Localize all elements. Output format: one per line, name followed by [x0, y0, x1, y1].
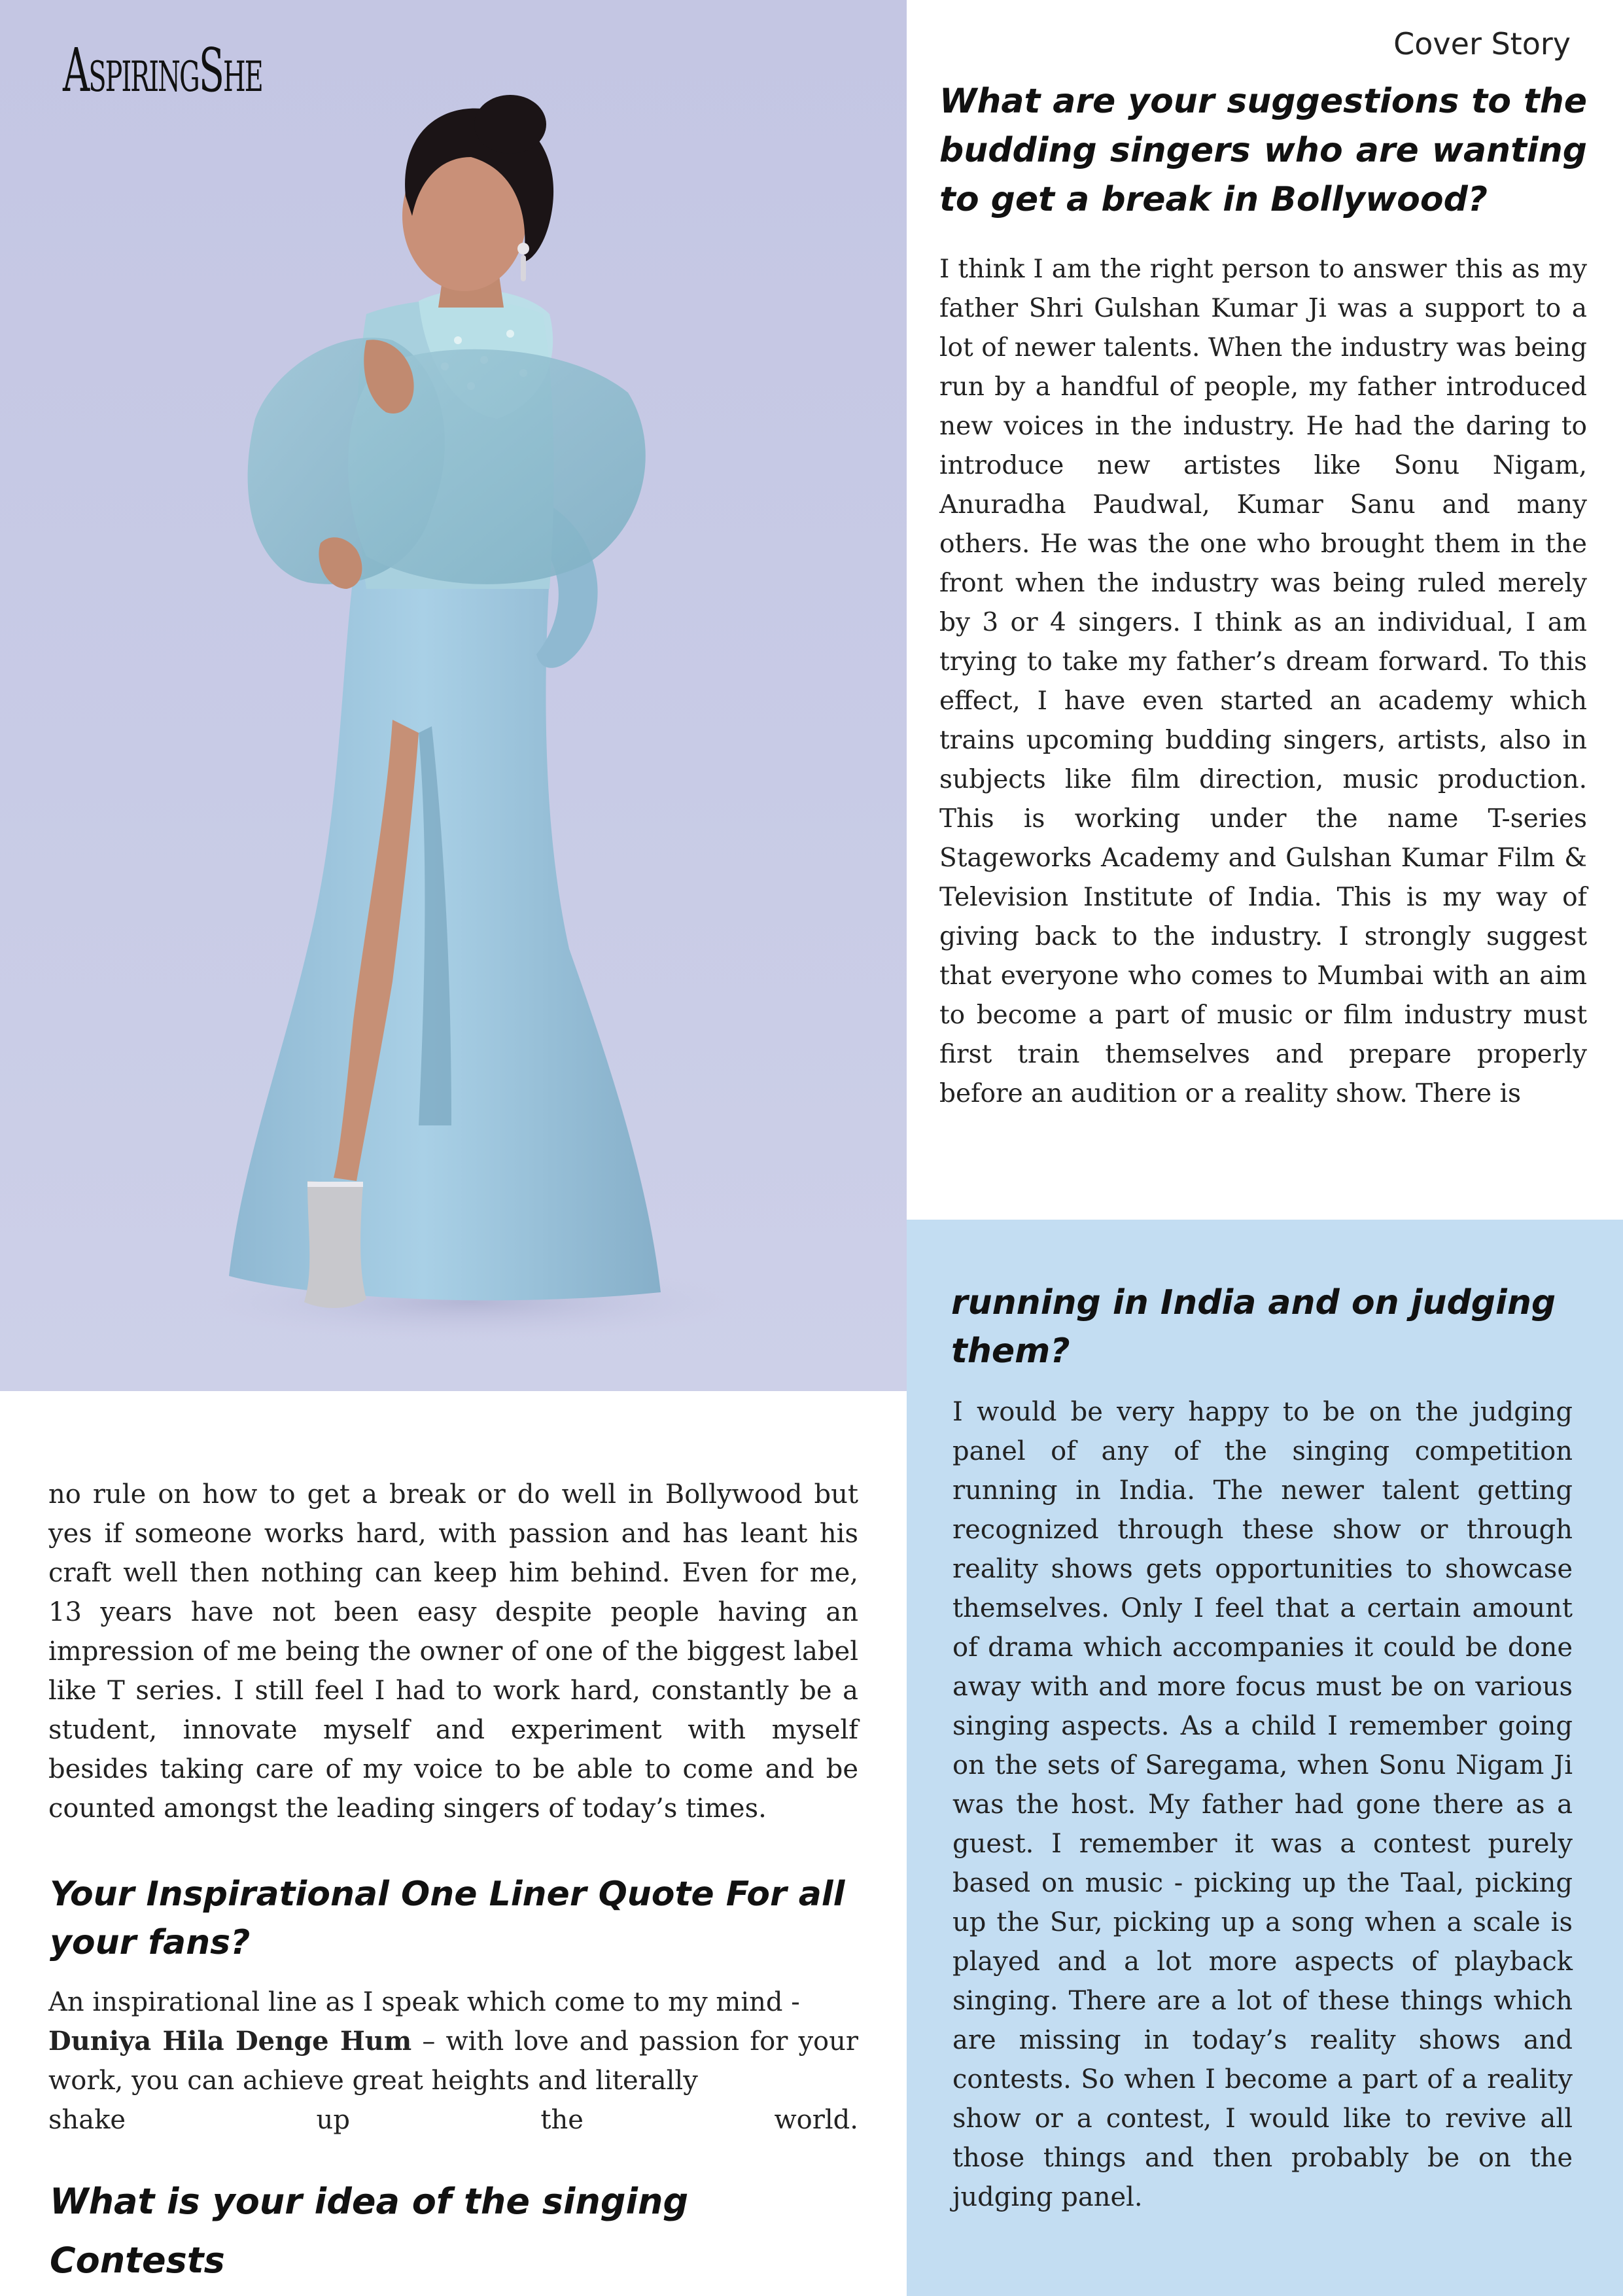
- cover-photo: [0, 0, 907, 1391]
- singer-portrait-illustration: [0, 0, 907, 1391]
- answer-3-main: I would be very happy to be on the judging panel of any of the singing competition running in India. The newer talent getting recognized through these show or through reality shows gets opportunities to showcase themselves. Only I feel that a certain amount of drama which accompanies it could be done away with and more focus must be on various singing aspects. As a child I remember going on the sets of Saregama, when Sonu Nigam Ji was the host. My father had gone there as a guest. I remember it was a contest purely based on music - picking up the Taal, picking up the Sur, picking up a song when a scale is played and a lot more aspects of playback singing. There are a lot of these things which are missing in today’s reality shows and contests. So when I become a part of a reality show or a contest, I would like to revive all those things and: [952, 1397, 1573, 2173]
- question-heading-3-part-2: running in India and on judging them?: [951, 1283, 1556, 1371]
- answer-2-last-line: shake up the world.: [48, 2105, 858, 2135]
- answer-2-intro: An inspirational line as I speak which come to my mind -: [48, 1987, 800, 2017]
- question-heading-1: What are your suggestions to the budding singers who are wanting to get a break in Bollywood?: [939, 82, 1587, 219]
- answer-2-rest: – with love and passion for your work, you can achieve great heights and literally: [48, 2026, 859, 2096]
- section-label: Cover Story: [1393, 26, 1571, 62]
- quote-text: Duniya Hila Denge Hum: [48, 2026, 412, 2057]
- answer-3-last-line: then probably be on the judging panel.: [952, 2143, 1573, 2212]
- question-heading-3-part-1: What is your idea of the singing Contests: [50, 2181, 689, 2281]
- magazine-logo: AspiringShe: [63, 35, 262, 105]
- answer-1-part-1: I think I am the right person to answer this as my father Shri Gulshan Kumar Ji was a support to a lot of newer talents. When the industry was being run by a handful of people, my father introduced new voices in the industry. He had the daring to introduce new artistes like Sonu Nigam, Anuradha Paudwal, Kumar Sanu and many others. He was the one who brought them in the front when the industry was being ruled merely by 3 or 4 singers. I think as an individual, I am trying to take my father’s dream forward. To this effect, I have even started an academy which trains upcoming budding singers, artists, also in subjects like film direction, music production. This is working under the name T-series Stageworks Academy and Gulshan Kumar Film & Television Institute of India. This is my way of giving back to the industry. I strongly suggest that everyone who comes to Mumbai with an aim to become a part of music or film industry must first train themselves and prepare properly before an audition or a reality show. There is: [939, 255, 1587, 1108]
- question-heading-2: Your Inspirational One Liner Quote For all your fans?: [50, 1875, 845, 1962]
- sandal: [304, 1181, 366, 1308]
- answer-3: [952, 1392, 1573, 2217]
- answer-1-part-2: no rule on how to get a break or do well in Bollywood but yes if someone works hard, with passion and has leant his craft well then nothing can keep him behind. Even for me, 13 years have not been easy despite people having an impression of me being the owner of one of the biggest label like T series. I still feel I had to work hard, constantly be a student, innovate myself and experiment with myself besides taking care of my voice to be able to come and be counted amongst the leading singers of today’s times.: [48, 1479, 858, 1824]
- answer-2: [48, 1983, 858, 2140]
